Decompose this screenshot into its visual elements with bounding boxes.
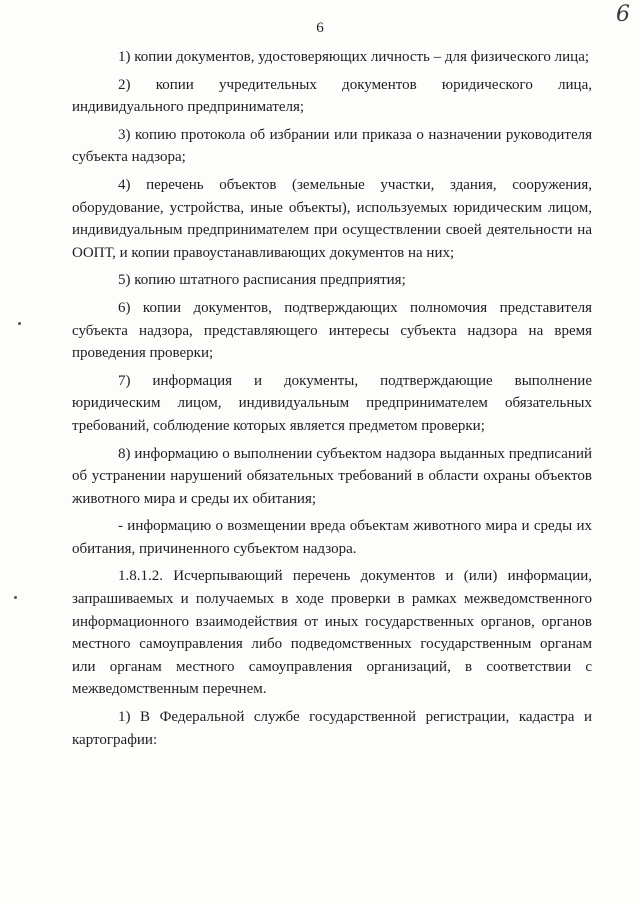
page-number: 6 <box>316 20 324 36</box>
paragraph-item-4: 4) перечень объектов (земельные участки, здания, сооружения, оборудование, устройства, иные объекты), используемых юридическим лицом, индивидуальным предпринимателем при осуществлении своей деятельности на ООПТ, и копии правоустанавливающих документов на них; <box>72 176 592 261</box>
paragraph-item-7: 7) информация и документы, подтверждающие выполнение юридическим лицом, индивидуальным предпринимателем обязательных требований, соблюдение которых является предметом проверки; <box>72 372 592 434</box>
paragraph-federal-service: 1) В Федеральной службе государственной регистрации, кадастра и картографии: <box>72 709 592 748</box>
paragraph-item-3: 3) копию протокола об избрании или приказа о назначении руководителя субъекта надзора; <box>72 126 592 166</box>
paragraph-item-8: 8) информацию о выполнении субъектом надзора выданных предписаний об устранении нарушений обязательных требований в области охраны объектов животного мира и среды их обитания; <box>72 445 592 507</box>
paragraph-damage-info: - информацию о возмещении вреда объектам животного мира и среды их обитания, причиненного субъектом надзора. <box>72 518 592 557</box>
handwritten-page-number: 6 <box>616 2 630 27</box>
paragraph-item-6: 6) копии документов, подтверждающих полномочия представителя субъекта надзора, представляющего интересы субъекта надзора на время проведения проверки; <box>72 299 592 362</box>
paragraph-item-5: 5) копию штатного расписания предприятия; <box>118 272 406 289</box>
scan-speck <box>14 596 17 599</box>
paragraph-section-1-8-1-2: 1.8.1.2. Исчерпывающий перечень документов и (или) информации, запрашиваемых и получаемых в ходе проверки в рамках межведомственного информационного взаимодействия от иных государственных органов, органов местного самоуправления либо подведомственных государственным органам или органам местного самоуправления организаций, в соответствии с межведомственным перечнем. <box>72 568 592 698</box>
scan-speck <box>18 322 21 325</box>
paragraph-item-1: 1) копии документов, удостоверяющих личность – для физического лица; <box>118 49 590 65</box>
document-body <box>72 46 592 756</box>
paragraph-item-2: 2) копии учредительных документов юридического лица, индивидуального предпринимателя; <box>72 76 592 116</box>
